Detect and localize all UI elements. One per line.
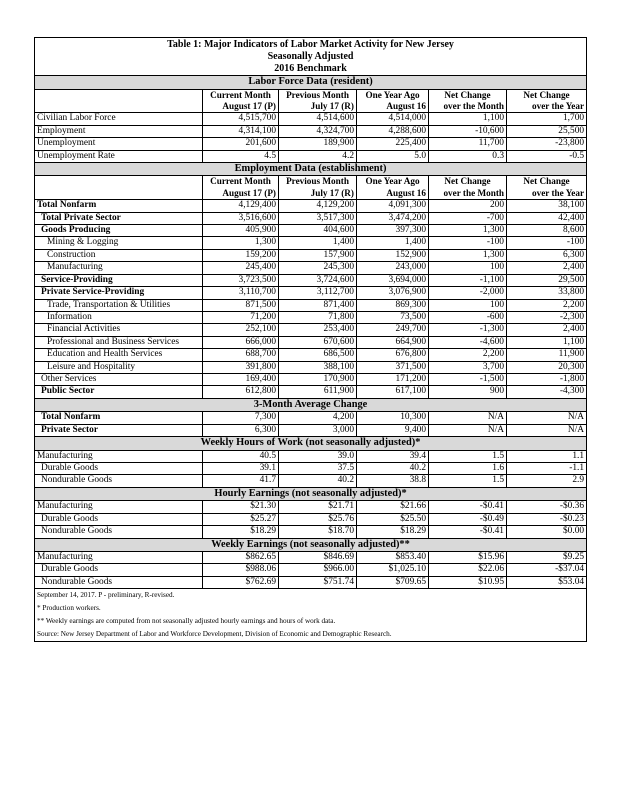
column-header: Net Change: [429, 176, 507, 188]
value-cell: 1,400: [279, 237, 357, 249]
footnote: ** Weekly earnings are computed from not seasonally adjusted hourly earnings and hours of work data.: [35, 615, 587, 628]
value-cell: -10,600: [429, 125, 507, 137]
row-label: Civilian Labor Force: [35, 113, 203, 125]
value-cell: 4,514,600: [279, 113, 357, 125]
value-cell: -23,800: [507, 138, 587, 150]
value-cell: 612,800: [203, 386, 279, 398]
value-cell: 4,200: [279, 412, 357, 424]
value-cell: 253,400: [279, 324, 357, 336]
value-cell: 3,517,300: [279, 212, 357, 224]
value-cell: 39.0: [279, 450, 357, 462]
section-header-row: [35, 437, 587, 451]
table-row: [35, 552, 587, 564]
value-cell: 41.7: [203, 475, 279, 487]
table-row: [35, 501, 587, 513]
row-label: Unemployment Rate: [35, 150, 203, 162]
section-title: Employment Data (establishment): [35, 162, 587, 176]
section-title: 3-Month Average Change: [35, 398, 587, 412]
value-cell: 159,200: [203, 249, 279, 261]
value-cell: 71,800: [279, 311, 357, 323]
value-cell: 6,300: [203, 424, 279, 436]
value-cell: 42,400: [507, 212, 587, 224]
value-cell: 40.2: [279, 475, 357, 487]
footnote-row: [35, 602, 587, 615]
row-label: Manufacturing: [35, 552, 203, 564]
value-cell: 157,900: [279, 249, 357, 261]
table-row: [35, 576, 587, 588]
value-cell: $966.00: [279, 564, 357, 576]
value-cell: 1,100: [429, 113, 507, 125]
table-row: [35, 113, 587, 125]
value-cell: 900: [429, 386, 507, 398]
row-label: Nondurable Goods: [35, 576, 203, 588]
value-cell: 1,300: [429, 249, 507, 261]
row-label: Unemployment: [35, 138, 203, 150]
footnote-row: [35, 589, 587, 603]
value-cell: 676,800: [357, 349, 429, 361]
table-row: [35, 361, 587, 373]
value-cell: $25.27: [203, 513, 279, 525]
value-cell: 4.5: [203, 150, 279, 162]
value-cell: $18.29: [357, 526, 429, 538]
value-cell: 3,474,200: [357, 212, 429, 224]
column-header: Current Month: [203, 89, 279, 101]
row-label: Total Nonfarm: [35, 200, 203, 212]
table-title: Table 1: Major Indicators of Labor Market Activity for New Jersey: [35, 38, 587, 52]
table-row: [35, 311, 587, 323]
value-cell: 33,800: [507, 287, 587, 299]
value-cell: -$0.23: [507, 513, 587, 525]
value-cell: $25.50: [357, 513, 429, 525]
value-cell: 1,100: [507, 336, 587, 348]
value-cell: 9,400: [357, 424, 429, 436]
value-cell: 2,200: [429, 349, 507, 361]
value-cell: -$0.41: [429, 501, 507, 513]
value-cell: 4,129,400: [203, 200, 279, 212]
column-header: Previous Month: [279, 176, 357, 188]
section-title: Weekly Earnings (not seasonally adjusted)**: [35, 538, 587, 552]
value-cell: 1,700: [507, 113, 587, 125]
value-cell: $15.96: [429, 552, 507, 564]
value-cell: -1.1: [507, 462, 587, 474]
footnote-row: [35, 615, 587, 628]
value-cell: 4,314,100: [203, 125, 279, 137]
table-row: [35, 373, 587, 385]
section-header-row: [35, 162, 587, 176]
value-cell: 38.8: [357, 475, 429, 487]
value-cell: 252,100: [203, 324, 279, 336]
table-row: [35, 200, 587, 212]
value-cell: 871,500: [203, 299, 279, 311]
value-cell: 1.1: [507, 450, 587, 462]
value-cell: -100: [507, 237, 587, 249]
value-cell: 170,900: [279, 373, 357, 385]
value-cell: 617,100: [357, 386, 429, 398]
value-cell: 11,900: [507, 349, 587, 361]
value-cell: $18.70: [279, 526, 357, 538]
value-cell: 3,110,700: [203, 287, 279, 299]
value-cell: 189,900: [279, 138, 357, 150]
value-cell: $18.29: [203, 526, 279, 538]
value-cell: N/A: [507, 424, 587, 436]
value-cell: 245,400: [203, 262, 279, 274]
row-label: Mining & Logging: [35, 237, 203, 249]
value-cell: -1,100: [429, 274, 507, 286]
table-subtitle: Seasonally Adjusted: [35, 51, 587, 63]
table-row: [35, 424, 587, 436]
table-row: [35, 336, 587, 348]
column-subheader: over the Year: [507, 101, 587, 113]
value-cell: 3,723,500: [203, 274, 279, 286]
value-cell: 1.5: [429, 475, 507, 487]
table-row: [35, 412, 587, 424]
row-label: Service-Providing: [35, 274, 203, 286]
value-cell: 4,324,700: [279, 125, 357, 137]
table-benchmark-row: [35, 63, 587, 76]
table-subtitle-row: [35, 51, 587, 63]
value-cell: 71,200: [203, 311, 279, 323]
value-cell: 2,400: [507, 324, 587, 336]
value-cell: 25,500: [507, 125, 587, 137]
value-cell: -1,300: [429, 324, 507, 336]
row-label: Durable Goods: [35, 564, 203, 576]
table-row: [35, 299, 587, 311]
table-row: [35, 386, 587, 398]
value-cell: -0.5: [507, 150, 587, 162]
value-cell: $21.71: [279, 501, 357, 513]
value-cell: 4,288,600: [357, 125, 429, 137]
row-label: Durable Goods: [35, 462, 203, 474]
section-title: Labor Force Data (resident): [35, 76, 587, 90]
column-header: Net Change: [507, 176, 587, 188]
row-label: Goods Producing: [35, 225, 203, 237]
value-cell: 200: [429, 200, 507, 212]
value-cell: 38,100: [507, 200, 587, 212]
value-cell: 664,900: [357, 336, 429, 348]
value-cell: 2.9: [507, 475, 587, 487]
labor-market-table: [34, 37, 587, 642]
column-subheader: August 16: [357, 101, 429, 113]
value-cell: 7,300: [203, 412, 279, 424]
footnote: * Production workers.: [35, 602, 587, 615]
value-cell: 100: [429, 262, 507, 274]
row-label: Durable Goods: [35, 513, 203, 525]
value-cell: -4,600: [429, 336, 507, 348]
value-cell: 404,600: [279, 225, 357, 237]
column-subheader: over the Year: [507, 188, 587, 200]
table-row: [35, 475, 587, 487]
value-cell: 611,900: [279, 386, 357, 398]
value-cell: 8,600: [507, 225, 587, 237]
value-cell: N/A: [507, 412, 587, 424]
value-cell: -2,300: [507, 311, 587, 323]
value-cell: -1,800: [507, 373, 587, 385]
value-cell: 3,112,700: [279, 287, 357, 299]
value-cell: $25.76: [279, 513, 357, 525]
value-cell: 11,700: [429, 138, 507, 150]
row-label: Trade, Transportation & Utilities: [35, 299, 203, 311]
footnote: Source: New Jersey Department of Labor and Workforce Development, Division of Economic and Demographic Research.: [35, 628, 587, 642]
value-cell: $846.69: [279, 552, 357, 564]
value-cell: 6,300: [507, 249, 587, 261]
value-cell: $853.40: [357, 552, 429, 564]
row-label: Total Private Sector: [35, 212, 203, 224]
column-subheader: over the Month: [429, 101, 507, 113]
column-subheader: August 16: [357, 188, 429, 200]
value-cell: 3,076,900: [357, 287, 429, 299]
row-label: Manufacturing: [35, 450, 203, 462]
value-cell: 171,200: [357, 373, 429, 385]
value-cell: 39.1: [203, 462, 279, 474]
row-label: Other Services: [35, 373, 203, 385]
value-cell: 4,091,300: [357, 200, 429, 212]
value-cell: 4,515,700: [203, 113, 279, 125]
column-subheader: August 17 (P): [203, 101, 279, 113]
header-blank-cell: [35, 188, 203, 200]
section-title: Hourly Earnings (not seasonally adjusted)*: [35, 487, 587, 501]
table-benchmark: 2016 Benchmark: [35, 63, 587, 76]
value-cell: 3,694,000: [357, 274, 429, 286]
value-cell: 249,700: [357, 324, 429, 336]
row-label: Employment: [35, 125, 203, 137]
value-cell: $10.95: [429, 576, 507, 588]
column-header: Net Change: [507, 89, 587, 101]
value-cell: N/A: [429, 412, 507, 424]
value-cell: $1,025.10: [357, 564, 429, 576]
value-cell: 2,400: [507, 262, 587, 274]
row-label: Total Nonfarm: [35, 412, 203, 424]
table-row: [35, 564, 587, 576]
value-cell: $9.25: [507, 552, 587, 564]
value-cell: 405,900: [203, 225, 279, 237]
value-cell: -4,300: [507, 386, 587, 398]
value-cell: 152,900: [357, 249, 429, 261]
column-subheader: over the Month: [429, 188, 507, 200]
value-cell: -2,000: [429, 287, 507, 299]
value-cell: N/A: [429, 424, 507, 436]
section-header-row: [35, 538, 587, 552]
table-row: [35, 262, 587, 274]
value-cell: -$37.04: [507, 564, 587, 576]
table-row: [35, 274, 587, 286]
value-cell: $709.65: [357, 576, 429, 588]
table-row: [35, 526, 587, 538]
value-cell: 5.0: [357, 150, 429, 162]
value-cell: 245,300: [279, 262, 357, 274]
row-label: Manufacturing: [35, 501, 203, 513]
value-cell: -$0.36: [507, 501, 587, 513]
row-label: Private Sector: [35, 424, 203, 436]
section-header-row: [35, 76, 587, 90]
table-row: [35, 349, 587, 361]
value-cell: 3,000: [279, 424, 357, 436]
value-cell: $862.65: [203, 552, 279, 564]
value-cell: 39.4: [357, 450, 429, 462]
footnote: September 14, 2017. P - preliminary, R-revised.: [35, 589, 587, 603]
labor-market-table-page: [34, 37, 586, 642]
column-header: One Year Ago: [357, 176, 429, 188]
value-cell: 73,500: [357, 311, 429, 323]
value-cell: $762.69: [203, 576, 279, 588]
section-header-row: [35, 487, 587, 501]
value-cell: -$0.41: [429, 526, 507, 538]
value-cell: 100: [429, 299, 507, 311]
row-label: Private Service-Providing: [35, 287, 203, 299]
value-cell: $751.74: [279, 576, 357, 588]
row-label: Nondurable Goods: [35, 526, 203, 538]
value-cell: 201,600: [203, 138, 279, 150]
value-cell: 670,600: [279, 336, 357, 348]
value-cell: 688,700: [203, 349, 279, 361]
column-header: Previous Month: [279, 89, 357, 101]
value-cell: 4,129,200: [279, 200, 357, 212]
value-cell: 0.3: [429, 150, 507, 162]
column-header-row: [35, 176, 587, 188]
value-cell: 40.5: [203, 450, 279, 462]
column-subheader-row: [35, 188, 587, 200]
value-cell: $0.00: [507, 526, 587, 538]
value-cell: 869,300: [357, 299, 429, 311]
table-row: [35, 212, 587, 224]
column-subheader-row: [35, 101, 587, 113]
table-row: [35, 150, 587, 162]
value-cell: 1.5: [429, 450, 507, 462]
footnote-row: [35, 628, 587, 642]
table-row: [35, 249, 587, 261]
value-cell: $988.06: [203, 564, 279, 576]
value-cell: 388,100: [279, 361, 357, 373]
value-cell: 1.6: [429, 462, 507, 474]
header-blank-cell: [35, 176, 203, 188]
value-cell: 169,400: [203, 373, 279, 385]
value-cell: 4.2: [279, 150, 357, 162]
row-label: Education and Health Services: [35, 349, 203, 361]
value-cell: 4,514,000: [357, 113, 429, 125]
row-label: Public Sector: [35, 386, 203, 398]
column-subheader: July 17 (R): [279, 188, 357, 200]
header-blank-cell: [35, 101, 203, 113]
value-cell: 20,300: [507, 361, 587, 373]
value-cell: 391,800: [203, 361, 279, 373]
value-cell: 10,300: [357, 412, 429, 424]
section-header-row: [35, 398, 587, 412]
value-cell: 397,300: [357, 225, 429, 237]
table-row: [35, 287, 587, 299]
value-cell: 40.2: [357, 462, 429, 474]
table-row: [35, 324, 587, 336]
value-cell: 3,700: [429, 361, 507, 373]
value-cell: $22.06: [429, 564, 507, 576]
value-cell: 871,400: [279, 299, 357, 311]
row-label: Nondurable Goods: [35, 475, 203, 487]
value-cell: 225,400: [357, 138, 429, 150]
header-blank-cell: [35, 89, 203, 101]
table-title-row: [35, 38, 587, 52]
value-cell: -700: [429, 212, 507, 224]
table-row: [35, 125, 587, 137]
value-cell: 1,300: [429, 225, 507, 237]
table-row: [35, 225, 587, 237]
column-header: Current Month: [203, 176, 279, 188]
value-cell: 243,000: [357, 262, 429, 274]
table-row: [35, 450, 587, 462]
value-cell: 29,500: [507, 274, 587, 286]
table-row: [35, 138, 587, 150]
value-cell: $53.04: [507, 576, 587, 588]
row-label: Financial Activities: [35, 324, 203, 336]
value-cell: 1,300: [203, 237, 279, 249]
value-cell: 37.5: [279, 462, 357, 474]
value-cell: 666,000: [203, 336, 279, 348]
column-header: One Year Ago: [357, 89, 429, 101]
value-cell: 3,724,600: [279, 274, 357, 286]
value-cell: 1,400: [357, 237, 429, 249]
value-cell: 371,500: [357, 361, 429, 373]
table-row: [35, 462, 587, 474]
column-subheader: August 17 (P): [203, 188, 279, 200]
value-cell: 686,500: [279, 349, 357, 361]
row-label: Manufacturing: [35, 262, 203, 274]
value-cell: 3,516,600: [203, 212, 279, 224]
section-title: Weekly Hours of Work (not seasonally adjusted)*: [35, 437, 587, 451]
value-cell: -100: [429, 237, 507, 249]
value-cell: -600: [429, 311, 507, 323]
column-header-row: [35, 89, 587, 101]
row-label: Information: [35, 311, 203, 323]
table-row: [35, 513, 587, 525]
value-cell: $21.30: [203, 501, 279, 513]
value-cell: -1,500: [429, 373, 507, 385]
value-cell: $21.66: [357, 501, 429, 513]
column-subheader: July 17 (R): [279, 101, 357, 113]
row-label: Leisure and Hospitality: [35, 361, 203, 373]
value-cell: 2,200: [507, 299, 587, 311]
value-cell: -$0.49: [429, 513, 507, 525]
row-label: Professional and Business Services: [35, 336, 203, 348]
table-row: [35, 237, 587, 249]
column-header: Net Change: [429, 89, 507, 101]
row-label: Construction: [35, 249, 203, 261]
